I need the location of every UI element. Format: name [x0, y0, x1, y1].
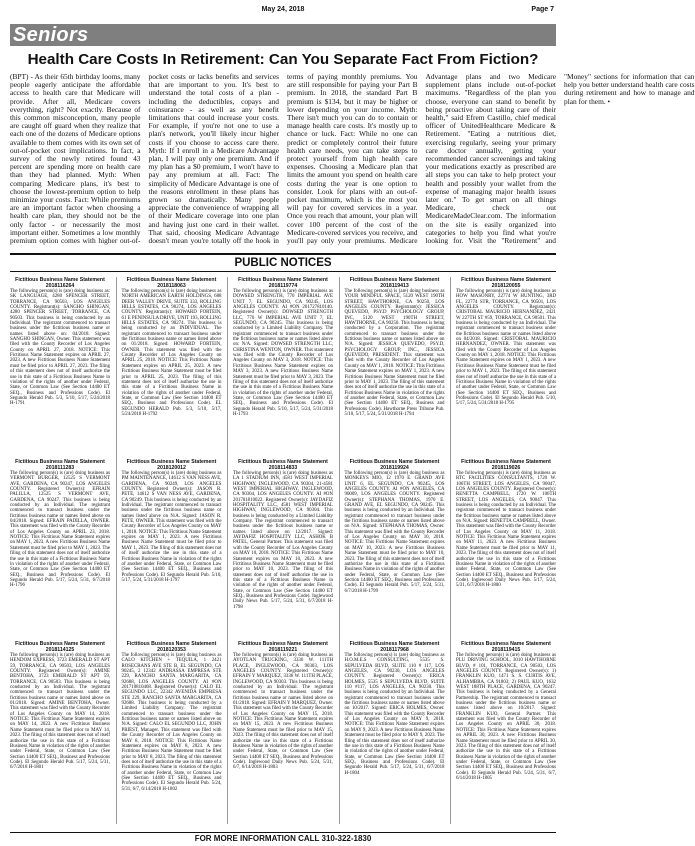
public-notice [233, 277, 333, 447]
column-rule [450, 277, 451, 824]
issue-date: May 24, 2018 [261, 6, 305, 13]
footer-contact: FOR MORE INFORMATION CALL 310-322-1830 [194, 834, 372, 843]
notice-title: Fictitious Business Name Statement 2018120012 [126, 459, 217, 471]
notice-body: The following person(s) is (are) doing business as RTC FACILITIES CONSULTANTS, 1720 W. 106TH STREET, LOS ANGELES, CA 90047, LOS ANGELES COUNTY. Registered Owner(s): RENETTA CAMPBELL, 1720 W. 106TH STREET, LOS ANGELES, CA 90047. This business is being conducted by an Individual. The registrant commenced to transact business under the fictitious business name or names listed above on N/A. Signed: RENETTA CAMPBELL, Owner. This statement was filed with the County Recorder of Los Angeles County on MAY 11, 2018. NOTICE: This Fictitious Name Statement expires on MAY 11, 2023. A new Fictitious Business Name Statement must be filed prior to MAY 11, 2023. The filing of this statement does not of itself authorize the use in this state of a Fictitious Business Name in violation of the rights of another under Federal, State, or Common Law (See Section 14400 ET SEQ., Business and Professions Code). Inglewood Daily News Pub. 5/17, 5/24, 5/31, 6/7/2018 H-1800 [456, 471, 556, 589]
notice-body: The following person(s) is (are) doing business as HOW MASONRY, 22774 W HUNTING, 3RD FL, 22774 STR, TORRANCE, CA 90501, LOS ANGELES COUNTY. Registrant(s): CRISTOBAL MAURICIO HERNANDEZ, 2421 W 227TH ST #59, TORRANCE, CA 90501. This business is being conducted by an Individual. The registrant commenced to transact business under the fictitious business name or names listed above on 04/2018. Signed: CRISTOBAL MAURICIO HERNANDEZ, OWNER. This statement was filed with the County Recorder of Los Angeles County on MAY 1, 2018. NOTICE: This Fictitious Name Statement expires on MAY 1, 2023. A new Fictitious Business Name Statement must be filed prior to MAY 1, 2023. The filing of this statement does not of itself authorize the use in this state of a Fictitious Business Name in violation of the rights of another under Federal, State, or Common Law (See Section 14400 ET SEQ., Business and Professions Code). El Segundo Herald Pub. 5/10, 5/17, 5/24, 5/31/2018 H-1795 [456, 289, 556, 407]
public-notice [122, 277, 222, 447]
public-notice [10, 459, 110, 629]
public-notice [345, 277, 445, 447]
notice-body: The following person(s) is (are) doing business as YOUR MINDFUL SPACE, 5120 WEST 190TH STREET, HAWTHORNE, CA 90250, LOS ANGELES COUNTY. Registrant(s): JESSICA QUEVEDO, PSY.D PSYCHOLOGY GROUP, INC, 5120 WEST 190TH STREET, HAWTHORNE, CA 90250. This business is being conducted by a Corporation. The registrant commenced to transact business under the fictitious business name or names listed above on N/A. Signed: JESSICA QUEVEDO, PSY.D, PSYCHOLOGY GROUP, INC., JESSICA QUEVEDO, PRESIDENT. This statement was filed with the County Recorder of Los Angeles County on MAY 1, 2018. NOTICE: This Fictitious Name Statement expires on MAY 1, 2023. A new Fictitious Business Name Statement must be filed prior to MAY 1, 2023. The filing of this statement does not of itself authorize the use in this state of a Fictitious Business Name in violation of the rights of another under Federal, State, or Common Law (See Section 14400 ET SEQ., Business and Professions Code). Hawthorne Press Tribune Pub. 5/10, 5/17, 5/24, 5/31/2018 H-1794 [344, 289, 445, 417]
public-notice [456, 459, 556, 629]
notice-title: Fictitious Business Name Statement 2018111283 [15, 459, 105, 471]
notice-body: The following person(s) is (are) doing business as PM MAINTENANCE, 14612 S VAN NESS AVE, GARDENA, CA 90249, LOS ANGELES COUNTY. Registered Owner(s): JASON R. PETE, 14612 S VAN NESS AVE, GARDENA, CA 90249. This business is being conducted by an Individual. The registrant commenced to transact business under the fictitious business name or names listed above on N/A. Signed: JASON R. PETE, OWNER. This statement was filed with the County Recorder of Los Angeles County on MAY 1, 2018. NOTICE: This Fictitious Name Statement expires on MAY 1, 2023. A new Fictitious Business Name Statement must be filed prior to MAY 1, 2023. The filing of this statement does not of itself authorize the use in this state of a Fictitious Business Name in violation of the rights of another under Federal, State, or Common Law (See Section 14400 ET SEQ., Business and Professions Code). El Segundo Herald Pub. 5/10, 5/17, 5/24, 5/31/2018 H-1797 [121, 471, 222, 583]
public-notice [456, 277, 556, 447]
notice-body: The following person(s) is (are) doing business as MONKEYS MIO, 12 1970 E. GRAND AVE UNIT 6, EL SEGUNDO, CA 90245, LOS ANGELES COUNTY. AI #ON ANGELES, CA 90009, LOS ANGELES COUNTY. Registered Owner(s): STEPHANA THOMAS, 1970 E. GRAND AVE, EL SEGUNDO, CA 90245. This business is being conducted by an Individual. The registrant commenced to transact business under the fictitious business name or names listed above on N/A. Signed: STEPHANA THOMAS, Owner. This statement was filed with the County Recorder of Los Angeles County on MAY 10, 2018. NOTICE: This Fictitious Name Statement expires on MAY 10, 2023. A new Fictitious Business Name Statement must be filed prior to MAY 10, 2023. The filing of this statement does not of itself authorize the use in this state of a Fictitious Business Name in violation of the rights of another under Federal, State, or Common Law (See Section 14400 ET SEQ., Business and Professions Code). El Segundo Herald Pub. 5/17, 5/24, 5/31, 6/7/2018 H-1799 [344, 471, 445, 594]
notice-title: Fictitious Business Name Statement 2018118063 [126, 277, 217, 289]
public-notice [233, 641, 333, 811]
public-notice [456, 641, 556, 811]
notice-body: The following person(s) is (are) doing business as LA 1 STADIUM INN, 4581 WEST IMPERIAL HIGHWAY, INGLEWOOD, CA 90304, 21-4581 WEST IMPERIAL HIGHWAY, INGLEWOOD, CA 90304, LOS ANGELES COUNTY. AI #ON 201701810022. Registered Owner(s): JAYDAFIZ HOSPITALITY LLC, 4581 WEST IMPERIAL HIGHWAY, INGLEWOOD, CA 90304. This business is being conducted by a Limited Liability Company. The registrant commenced to transact business under the fictitious business name or names listed above on 12/2017. Signed: JAYDAFIZ HOSPITALITY LLC, ASHOK B PATEL, General Partner. This statement was filed with the County Recorder of Los Angeles County on MAY 10, 2018. NOTICE: This Fictitious Name Statement expires on MAY 10, 2023. A new Fictitious Business Name Statement must be filed prior to MAY 10, 2023. The filing of this statement does not of itself authorize the use in this state of a Fictitious Business Name in violation of the rights of another under Federal, State, or Common Law (See Section 14400 ET SEQ., Business and Professions Code). Inglewood Daily News Pub. 5/17, 5/24, 5/31, 6/7/2018 H-1798 [233, 471, 333, 610]
public-notice [345, 459, 445, 629]
column-rule [227, 277, 228, 824]
section-banner [10, 24, 556, 46]
article-headline: Health Care Costs In Retirement: Can You Separate Fact From Fiction? [27, 51, 539, 68]
notice-body: The following person(s) is (are) doing business as HENDOM EXPRESS, 3723 EMERALD ST APT 59, TORRANCE, CA 90503, LOS ANGELES COUNTY. Registered Owner(s): AMINE BENTOHA, 3723 EMERALD ST APT 59, TORRANCE, CA 90503. This business is being conducted by an Individual. The registrant commenced to transact business under the fictitious business name or names listed above on 01/2018. Signed: AMINE BENTOHA, Owner. This statement was filed with the County Recorder of Los Angeles County on MAY 14, 2018. NOTICE: This Fictitious Name Statement expires on MAY 14, 2023. A new Fictitious Business Name Statement must be filed prior to MAY 14, 2023. The filing of this statement does not of itself authorize the use in this state of a Fictitious Business Name in violation of the rights of another under Federal, State, or Common Law (See Section 14400 ET SEQ., Business and Professions Code). El Segundo Herald Pub. 5/17, 5/24, 5/31, 6/7/2018 H-1801 [10, 653, 110, 771]
notice-title: Fictitious Business Name Statement 2018114125 [15, 641, 105, 653]
notice-body: The following person(s) is (are) doing business as NORTH AMERICAN EARTH HOLDINGS, 688 DEER VALLEY DRIVE, SUITE 333, ROLLING HILLS ESTATES, CA 90274, LOS ANGELES COUNTY. Registrant(s): HOWARD FORTEIN, 61 E PENINSULA DRIVE, UNIT 193, ROLLING HILLS ESTATES, CA 90274. This business is being conducted by an INDIVIDUAL. The registrant commenced to transact business under the fictitious business name or names listed above on 01/2018. Signed: HOWARD FORTEIN, OWNER. This statement was filed with the County Recorder of Los Angeles County on APRIL 25, 2018. NOTICE: This Fictitious Name Statement expires on APRIL 25, 2023. A new Fictitious Business Name Statement must be filed prior to APRIL 25, 2023. The filing of this statement does not of itself authorize the use in this state of a Fictitious Business Name in violation of the rights of another under Federal, State, or Common Law (See Section 14400 ET SEQ., Business and Professions Code). EL SEGUNDO HERALD Pub. 5/3, 5/10, 5/17, 5/24/2018 H-1792 [121, 289, 222, 417]
notice-title: Fictitious Business Name Statement 2018119221 [238, 641, 328, 653]
notice-body: The following person(s) is (are) doing business as H.O.M.E.S CONSULTING, 5535 S. SEPULVEDA BLVD, SUITE 110 # 117, LOS ANGELES, CA 90230, LOS ANGELES COUNTY. Registered Owner(s): ERICA HOLMES, 5535 S SEPULVEDA BLVD, SUITE 110 #117, LOS ANGELES, CA 90230. This business is being conducted by an Individual. The registrant commenced to transact business under the fictitious business name or names listed above on 10/2017. Signed: ERICA HOLMES, Owner. This statement was filed with the County Recorder of Los Angeles County on MAY 9, 2018. NOTICE: This Fictitious Name Statement expires on MAY 9, 2023. A new Fictitious Business Name Statement must be filed prior to MAY 9, 2023. The filing of this statement does not of itself authorize the use in this state of a Fictitious Business Name in violation of the rights of another under Federal, State, or Common Law (See Section 14400 ET SEQ., Business and Professions Code). El Segundo Herald Pub. 5/17, 5/24, 5/31, 6/7/2018 H-1804 [344, 653, 445, 776]
column-rule [116, 277, 117, 824]
page-number: Page 7 [531, 6, 554, 13]
notice-body: The following person(s) is (are) doing business as VERMONT BURGER, 12525 S VERMONT AVE, GARDENA, CA 90247, LOS ANGELES COUNTY. Registered Owner(s): EFRAIN PALILLA, 12525 S VERMONT AVE, GARDENA, CA 90247. This business is being conducted by an Individual. The registrant commenced to transact business under the fictitious business name or names listed above on 04/2018. Signed: EFRAIN PADILLA, OWNER. This statement was filed with the County Recorder of Los Angeles County on APRIL 23, 2018. NOTICE: This Fictitious Name Statement expires on MAY 1, 2023. A new Fictitious Business Name Statement must be filed prior to MAY 1, 2023. The filing of this statement does not of itself authorize the use in this state of a Fictitious Business Name in violation of the rights of another under Federal, State, or Common Law (See Section 14400 ET SEQ., Business and Professions Code). El Segundo Herald Pub. 5/17, 5/24, 5/31, 6/7/2018 H-1796 [10, 471, 110, 589]
public-notices-title: PUBLIC NOTICES [234, 257, 332, 269]
notice-title: Fictitious Business Name Statement 2018119774 [238, 277, 328, 289]
notice-title: Fictitious Business Name Statement 2018120055 [461, 277, 551, 289]
notice-body: The following person(s) is (are) doing business as AYOTLAN TRUCKING, 3336 W. 111TH PLACE, INGLEWOOD, CA 90303, LOS ANGELES COUNTY. Registered Owner(s): EFRAIN Y MARQUEZ, 3336 W. 111TH PLACE, INGLEWOOD, CA 90303. This business is being conducted by an Individual. The registrant commenced to transact business under the fictitious business name or names listed above on 01/2018. Signed: EFRAIN Y MARQUEZ, Owner. This statement was filed with the County Recorder of Los Angeles County on MAY 15, 2018. NOTICE: This Fictitious Name Statement expires on MAY 15, 2023. A new Fictitious Business Name Statement must be filed prior to MAY 15, 2023. The filing of this statement does not of itself authorize the use in this state of a Fictitious Business Name in violation of the rights of another under Federal, State, or Common Law (See Section 14400 ET SEQ., Business and Professions Code). Inglewood Daily News Pub. 5/24, 5/31, 6/7, 6/14/2018 H-1803 [233, 653, 333, 771]
public-notices-banner [10, 253, 556, 272]
notice-title: Fictitious Business Name Statement 2018120353 [126, 641, 217, 653]
column-rule [339, 277, 340, 824]
notice-body: The following person(s) is (are) doing business as DOWSED STRENGTH, 770 IMPERIAL AVE UNIT 7, EL SEGUNDO, CA 90245, LOS ANGELES COUNTY. AI #ON 201727810140. Registered Owner(s): DOWSED STRENGTH LLC, 770 W IMPERIAL AVE UNIT 7, EL SEGUNDO, CA 90245. This business is being conducted by a Limited Liability Company. The registrant commenced to transact business under the fictitious business name or names listed above on: N/A. Signed: DOWSED STRENGTH LLC, CHRISTINA WENTON, OWNER. This statement was filed with the County Recorder of Los Angeles County on MAY 3, 2018. NOTICE: This Fictitious Business Name Statement expires on MAY 3, 2023. A new Fictitious Business Name Statement must be filed prior to MAY 3, 2023. The filing of this statement does not of itself authorize the use in this state of a Fictitious Business Name in violation of the rights of another under Federal, State, or Common Law (See Section 14400 ET SEQ., Business and Professions Code). El Segundo Herald Pub. 5/10, 5/17, 5/24, 5/31/2018 H-1793 [233, 289, 333, 417]
public-notice [10, 277, 110, 447]
notice-title: Fictitious Business Name Statement 2018114833 [238, 459, 328, 471]
notice-body: The following person(s) is (are) doing business as CALO KITCHEN + TEQUILA, 1 2421 ROSECRANS AVE STE B, EL SEGUNDO, CA 90245, 2 12342 ANDRASSA EMPRESA STE 229, RANCHO SANTA MARGARITA, CA 92688, LOS ANGELES COUNTY. AI #ON 201710810468. Registered Owner(s): CALO EL SEGUNDO LLC, 22342 AVENIDA EMPRESA STE 229, RANCHO SANTA MARGARITA, CA 92688. This business is being conducted by a Limited Liability Company. The registrant commenced to transact business under the fictitious business name or names listed above on N/A. Signed: CALO EL SEGUNDO LLC, JOHN PRIEST, Manager. This statement was filed with the County Recorder of Los Angeles County on MAY 8, 2018. NOTICE: This Fictitious Name Statement expires on MAY 8, 2023. A new Fictitious Business Name Statement must be filed prior to MAY 8, 2023. The filing of this statement does not of itself authorize the use in this state of a Fictitious Business Name in violation of the rights of another under Federal, State, or Common Law (See Section 14400 ET SEQ., Business and Professions Code). El Segundo Herald Pub. 5/24, 5/31, 6/7, 6/14/2018 H-1802 [121, 653, 222, 792]
notice-title: Fictitious Business Name Statement 2018119924 [349, 459, 440, 471]
public-notices-grid [10, 277, 556, 824]
public-notice [10, 641, 110, 811]
notice-title: Fictitious Business Name Statement 2018119415 [461, 641, 551, 653]
public-notice [233, 459, 333, 629]
notice-body: The following person(s) is (are) doing business as PLU DRIVING SCHOOL, 3010 HAWTHORNE BLVD, # 101, TORRANCE, CA 90503, LOS ANGELES COUNTY. Registered Owner(s): 1) FRANKLIN KUO, 1471 S. S. CURTIS AVE, ALHAMBRA, CA 91803; 2) PAUL KUO, 1632 WEST 188TH PLACE, GARDENA, CA 90247. This business is being conducted by a General Partnership. The registrant commenced to transact business under the fictitious business name or names listed above on 10/2017. Signed: FRANKLIN KUO, General Partner. This statement was filed with the County Recorder of Los Angeles County on APRIL 30, 2018. NOTICE: This Fictitious Name Statement expires on APRIL 30, 2023. A new Fictitious Business Name Statement must be filed prior to APRIL 30, 2023. The filing of this statement does not of itself authorize the use in this state of a Fictitious Business Name in violation of the rights of another under Federal, State, or Common Law (See Section 14400 ET SEQ., Business and Professions Code). El Segundo Herald Pub. 5/24, 5/31, 6/7, 6/14/2018 H-1805 [456, 653, 556, 781]
public-notice [122, 641, 222, 811]
section-label: Seniors [13, 24, 89, 46]
notice-title: Fictitious Business Name Statement 2018116264 [15, 277, 105, 289]
article-text: (BPT) - As their 65th birthday looms, many people eagerly anticipate the affordable access to health care that Medicare will provide. After all, Medicare covers everything, right? Not exactly. Because of this common misconception, many people are caught off guard when they realize that each one of the dozens of Medicare options available to them comes with its own set of out-of-pocket cost implications. In fact, a survey of the newly retired found 43 percent are spending more on health care than they had planned. Myth: When comparing Medicare plans, it's best to choose the lowest-premium option to help minimize your costs. Fact: While premiums are an important factor when choosing a health care plan, they should not be the only factor - or necessarily the most important either. Sometimes a low monthly premium option comes with higher out-of-pocket costs or lacks benefits and services that are important to you. It's best to understand the total costs of a plan - including the deductibles, copays and coinsurance - as well as any benefit limitations that could increase your costs. For example, if you're not one to use a plan's network, you'll likely incur higher costs if you choose to access care there. Myth: If I enroll in a Medicare Advantage plan, I will pay only one premium. And if my plan has a $0 premium, I won't have to pay any premium at all. Fact: The simplicity of Medicare Advantage is one of the reasons enrollment in these plans has grown so dramatically. Many people appreciate the convenience of wrapping all of their Medicare coverage into one plan and having just one card in their wallet. That said, choosing Medicare Advantage doesn't mean you're totally off the hook in terms of paying monthly premiums. You are still responsible for paying your Part B premium. In 2018, the standard Part B premium is $134, but it may be higher or lower depending on your income. Myth: There isn't much you can do to contain or manage health care costs. It's mostly up to chance or luck. Fact: While no one can predict or completely control their future health care needs, you can take steps to protect yourself from high health care expenses. Choosing a Medicare plan that limits the amount you spend on health care costs during the year is one option to consider. Look for plans with an out-of-pocket maximum, which is the most you will pay for covered services in a year. Once you reach that amount, your plan will cover 100 percent of the cost of the Medicare-covered services you receive, and you'll pay only your premiums. Medicare Advantage plans and two Medicare supplement plans include out-of-pocket maximums. "Regardless of the plan you choose, everyone can stand to benefit by being proactive about taking care of their health," said Efrem Castillo, chief medical officer of UnitedHealthcare Medicare & Retirement. "Eating a nutritious diet, exercising regularly, seeing your primary care doctor annually, getting your recommended cancer screenings and taking your medications exactly as prescribed are all steps you can take to help protect your health and possibly your wallet from the expense of managing major health issues later on." To get smart on all things Medicare, check out MedicareMadeClear.com. The information on the site is easily organized into categories to help you find what you're looking for. Visit the "Retirement" and "Money" sections for information that can help you better understand health care costs during retirement and how to manage and plan for them. • [10, 72, 695, 246]
page-header [0, 0, 566, 22]
notice-title: Fictitious Business Name Statement 2018119413 [349, 277, 440, 289]
notice-title: Fictitious Business Name Statement 2018117968 [349, 641, 440, 653]
public-notice [122, 459, 222, 629]
article-body [10, 72, 695, 249]
page-footer [10, 832, 556, 845]
notice-body: The following person(s) is (are) doing business as: SK LANGUAGE, 4280 SPENCER STREET, TORRANCE, CA 90503, LOS ANGELES COUNTY. Registrant(s): SANGHO SHINGAN, 4280 SPENCER STREET, TORRANCE, CA 90503. This business is being conducted by an Individual. The registrant commenced to transact business under the fictitious business name or names listed above on: 04/2018. Signed: SANGHO SHINGAN, Owner. This statement was filed with the County Recorder of Los Angeles County on APRIL 27, 2018. NOTICE: This Fictitious Name Statement expires on APRIL 27, 2023. A new Fictitious Business Name Statement must be filed prior to APRIL 27, 2023. The filing of this statement does not of itself authorize the use in this state of a Fictitious Business Name in violation of the rights of another under Federal, State, or Common Law (See Section 14400 ET SEQ., Business and Professions Code). El Segundo Herald Pub. 5/3, 5/10, 5/17, 5/24/2018 H-1791 [10, 289, 110, 407]
notice-title: Fictitious Business Name Statement 2018119026 [461, 459, 551, 471]
public-notice [345, 641, 445, 811]
